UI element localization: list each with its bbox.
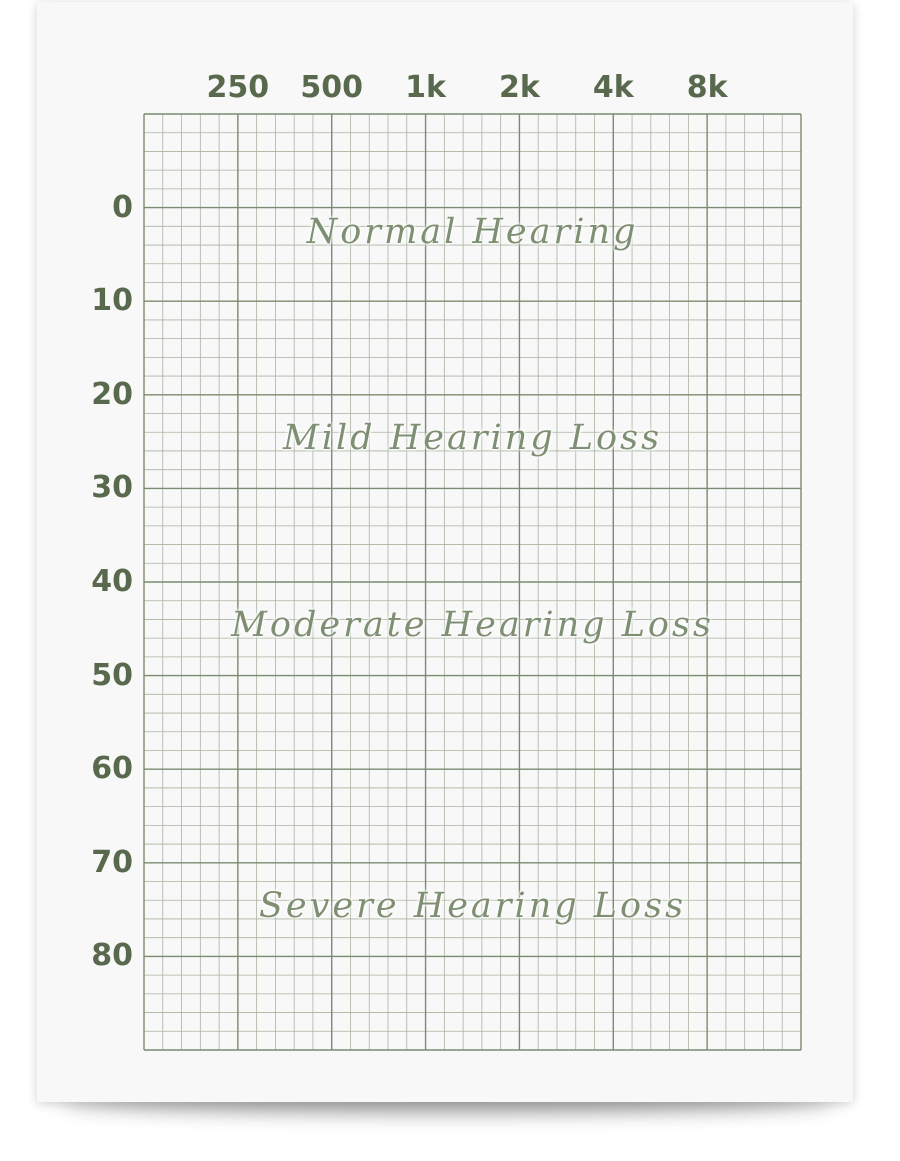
zone-label: Moderate Hearing Loss xyxy=(231,604,714,645)
x-tick-label: 4k xyxy=(592,70,634,105)
y-tick-label: 30 xyxy=(91,470,133,506)
x-tick-label: 500 xyxy=(300,70,364,105)
y-tick-label: 0 xyxy=(112,189,133,225)
y-tick-label: 20 xyxy=(91,376,133,412)
x-tick-label: 2k xyxy=(499,70,540,105)
x-tick-label: 250 xyxy=(206,70,270,105)
x-tick-label: 8k xyxy=(686,70,728,105)
x-tick-label: 1k xyxy=(405,70,446,105)
y-tick-label: 10 xyxy=(91,283,133,319)
zone-label: Mild Hearing Loss xyxy=(282,417,663,458)
y-tick-label: 50 xyxy=(91,657,133,693)
y-tick-label: 60 xyxy=(91,751,133,787)
y-tick-label: 80 xyxy=(91,938,133,974)
y-tick-label: 40 xyxy=(91,564,133,599)
zone-label: Normal Hearing xyxy=(306,211,639,252)
zone-label: Severe Hearing Loss xyxy=(258,885,687,926)
y-tick-label: 70 xyxy=(91,844,133,880)
